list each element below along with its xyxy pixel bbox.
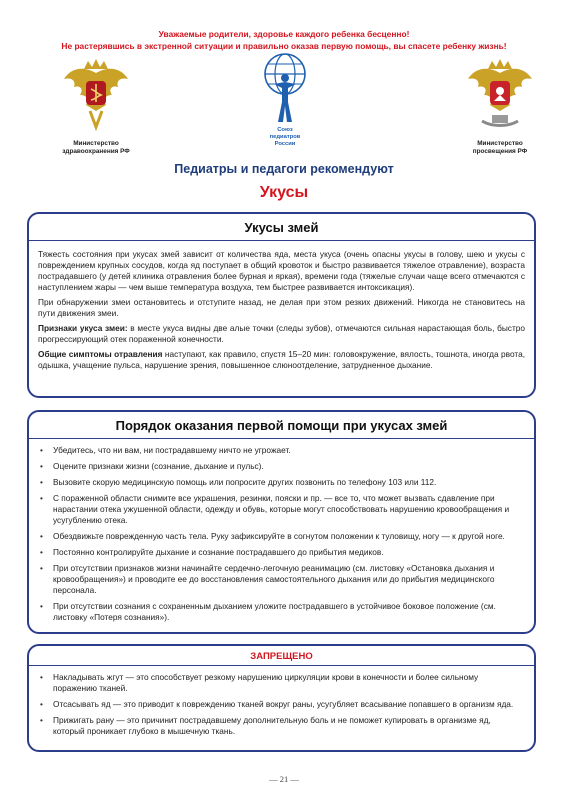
prohibited-list — [29, 666, 534, 737]
list-item: • Оцените признаки жизни (сознание, дыхание и пульс). — [37, 461, 524, 472]
list-item: • С пораженной области снимите все украшения, резинки, пояски и пр. — все то, что может вызвать сдавление при нарастании отека ужушенной области, одежду и обувь, которые могут способствовать нарушению кровообращения и усугублению отека. — [37, 493, 524, 526]
list-item: • Отсасывать яд — это приводит к повреждению тканей вокруг раны, усугубляет всасывание попавшего в организм яда. — [37, 699, 524, 710]
list-item: • Убедитесь, что ни вам, ни пострадавшему ничто не угрожает. — [37, 445, 524, 456]
recommend-heading: Педиатры и педагоги рекомендуют — [174, 162, 394, 176]
header-line-2: Не растерявшись в экстренной ситуации и правильно оказав первую помощь, вы спасете ребенку жизнь! — [61, 41, 507, 51]
list-item: • Постоянно контролируйте дыхание и сознание пострадавшего до прибытия медиков. — [37, 547, 524, 558]
list-item: • При отсутствии признаков жизни начинайте сердечно-легочную реанимацию (см. листовку «Остановка дыхания и кровообращения») и проводите ее до восстановления самостоятельного дыхания или до прибытия медицинского персонала. — [37, 563, 524, 596]
health-ministry-caption: Министерство здравоохранения РФ — [62, 140, 130, 155]
signs-paragraph: Признаки укуса змеи: в месте укуса видны две алые точки (следы зубов), отмечаются сильная нарастающая боль, быстро прогрессирующий отек пораженной конечности. — [38, 323, 525, 345]
severity-paragraph: Тяжесть состояния при укусах змей зависит от количества яда, места укуса (очень опасны укусы в голову, шею и укусы с повреждением крупных сосудов, когда яд поступает в общий кровоток и быстро развивается тяжелое отравление), возраста пострадавшего (у детей клиника отравления более бурная и яркая), времени года (тяжелые случаи чаще всего отмечаются с наступлением жары — чем выше температура воздуха, тем быстрее развивается интоксикация). — [38, 249, 525, 293]
first-aid-list — [29, 439, 534, 623]
list-item: • При отсутствии сознания с сохраненным дыханием уложите пострадавшего в устойчивое боковое положение (см. листовку «Потеря сознания»). — [37, 601, 524, 623]
snake-bites-section — [27, 212, 536, 398]
encounter-paragraph: При обнаружении змеи остановитесь и отступите назад, не делая при этом резких движений. Никогда не становитесь на пути движения змеи. — [38, 297, 525, 319]
header-line-1: Уважаемые родители, здоровье каждого ребенка бесценно! — [158, 29, 410, 39]
first-aid-heading: Порядок оказания первой помощи при укусах змей — [115, 418, 448, 433]
snake-bites-heading: Укусы змей — [244, 220, 319, 235]
page-title: Укусы — [259, 184, 309, 201]
prohibited-heading: ЗАПРЕЩЕНО — [250, 651, 313, 662]
list-item: • Обездвижьте поврежденную часть тела. Руку зафиксируйте в согнутом положении к туловищу, ногу — к другой ноге. — [37, 531, 524, 542]
prohibited-section — [27, 644, 536, 752]
education-ministry-caption: Министерство просвещения РФ — [472, 140, 528, 155]
list-item: • Вызовите скорую медицинскую помощь или попросите других позвонить по телефону 103 или 112. — [37, 477, 524, 488]
pediatricians-union-caption: Союз педиатров России — [269, 127, 301, 147]
symptoms-paragraph: Общие симптомы отравления наступают, как правило, спустя 15–20 мин: головокружение, вялость, тошнота, иногда рвота, одышка, учащение пульса, нарушение зрения, повышенное слюноотделение, затрудненное дыхание. — [38, 349, 526, 371]
list-item: • Прижигать рану — это причинит пострадавшему дополнительную боль и не поможет купировать в организме яд, который проникает глубоко в мышечную ткань. — [37, 715, 524, 737]
list-item: • Накладывать жгут — это способствует резкому нарушению циркуляции крови в конечности и более сильному поражению тканей. — [37, 672, 524, 694]
first-aid-section — [27, 410, 536, 634]
page-number: — 21 — — [269, 774, 299, 784]
health-ministry-emblem-icon — [60, 55, 132, 137]
education-ministry-emblem-icon — [464, 55, 536, 137]
pediatricians-union-icon — [262, 52, 308, 126]
